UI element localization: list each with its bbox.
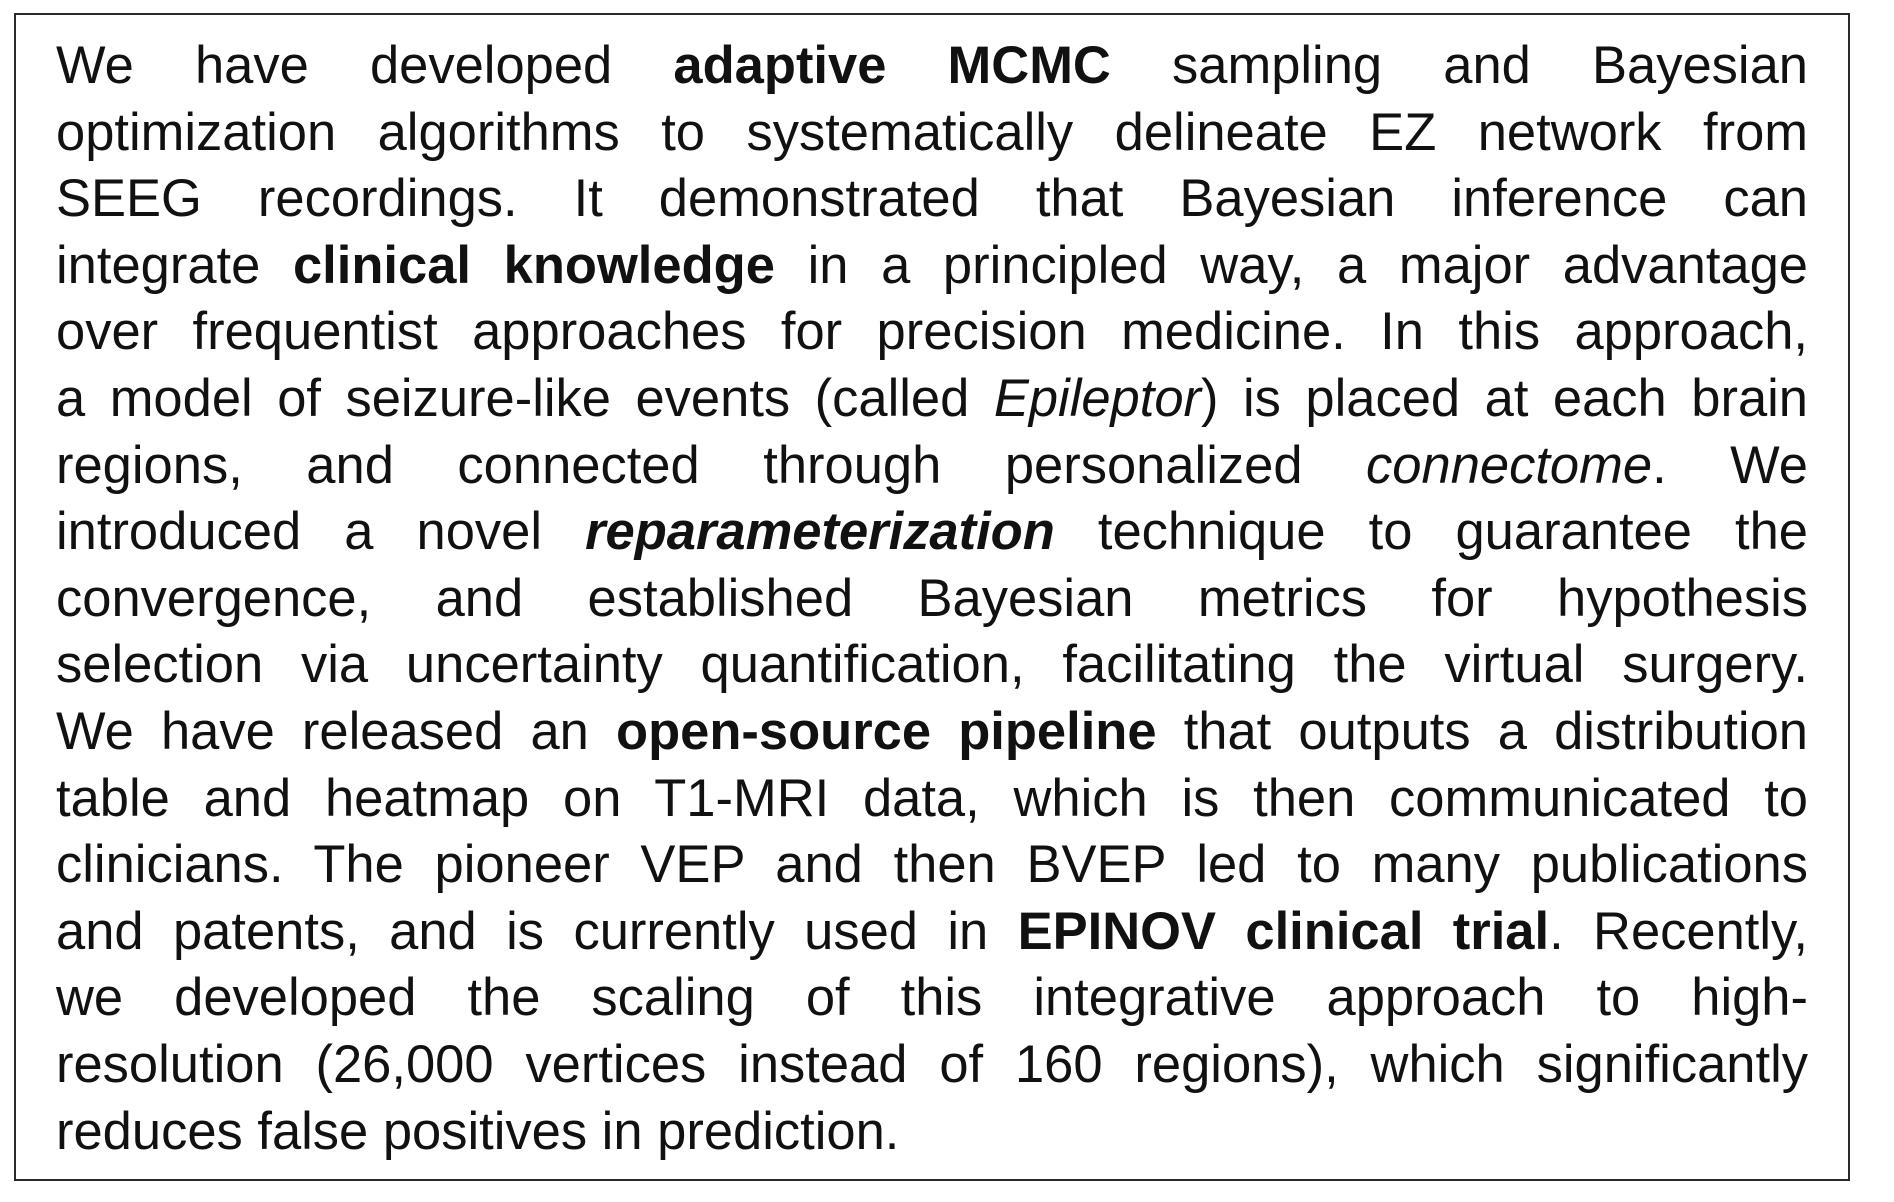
text-run: clinicians. The pioneer VEP and then BVEP led to many publications	[56, 835, 1808, 895]
text-run-italic-inner: reparameterization	[585, 502, 1055, 562]
text-run-bold: clinical knowledge	[292, 235, 775, 295]
text-run-bold-italic	[585, 502, 1055, 561]
text-run: We have released an	[56, 701, 616, 761]
text-run-italic: connectome	[1366, 435, 1653, 495]
text-run: ) is placed at each brain	[1201, 368, 1809, 428]
text-run: selection via uncertainty quantification, facilitating the virtual surgery.	[56, 635, 1808, 695]
text-line	[56, 299, 1808, 366]
text-line	[56, 1099, 1808, 1166]
text-line	[56, 699, 1808, 766]
text-run: we developed the scaling of this integrative approach to high-	[56, 968, 1808, 1028]
text-run: over frequentist approaches for precision medicine. In this approach,	[56, 302, 1808, 362]
text-run: that outputs a distribution	[1156, 701, 1808, 761]
text-run: integrate	[56, 235, 293, 295]
paragraph	[56, 33, 1808, 1165]
text-run-italic: Epileptor	[993, 368, 1202, 428]
text-box-frame	[14, 13, 1850, 1181]
text-line	[56, 1032, 1808, 1099]
text-run: technique to guarantee the	[1054, 502, 1808, 562]
text-line	[56, 166, 1808, 233]
text-run: resolution (26,000 vertices instead of 160 regions), which significantly	[56, 1034, 1808, 1094]
text-run-bold: EPINOV clinical trial	[1017, 901, 1550, 961]
text-run: convergence, and established Bayesian metrics for hypothesis	[56, 568, 1808, 628]
text-line	[56, 766, 1808, 833]
text-run: in a principled way, a major advantage	[774, 235, 1808, 295]
text-line	[56, 33, 1808, 100]
text-line	[56, 499, 1808, 566]
text-line	[56, 433, 1808, 500]
text-run-bold: open-source pipeline	[616, 701, 1157, 761]
text-line	[56, 632, 1808, 699]
text-line	[56, 899, 1808, 966]
text-run: reduces false positives in prediction.	[56, 1101, 900, 1161]
text-line	[56, 233, 1808, 300]
text-run: table and heatmap on T1-MRI data, which is then communicated to	[56, 768, 1808, 828]
text-line	[56, 100, 1808, 167]
text-run: . We	[1652, 435, 1808, 495]
text-run: optimization algorithms to systematically delineate EZ network from	[56, 102, 1808, 162]
text-run: a model of seizure-like events (called	[56, 368, 994, 428]
text-run-bold: adaptive MCMC	[673, 36, 1111, 95]
text-run: and patents, and is currently used in	[56, 901, 1018, 961]
text-run: We have developed	[56, 36, 674, 95]
text-run: regions, and connected through personalized	[56, 435, 1367, 495]
text-run: SEEG recordings. It demonstrated that Bayesian inference can	[56, 169, 1808, 229]
text-line	[56, 832, 1808, 899]
text-run: introduced a novel	[56, 502, 586, 562]
text-line	[56, 366, 1808, 433]
text-run: sampling and Bayesian	[1110, 36, 1808, 95]
text-run: . Recently,	[1549, 901, 1808, 961]
text-line	[56, 566, 1808, 633]
text-line	[56, 965, 1808, 1032]
